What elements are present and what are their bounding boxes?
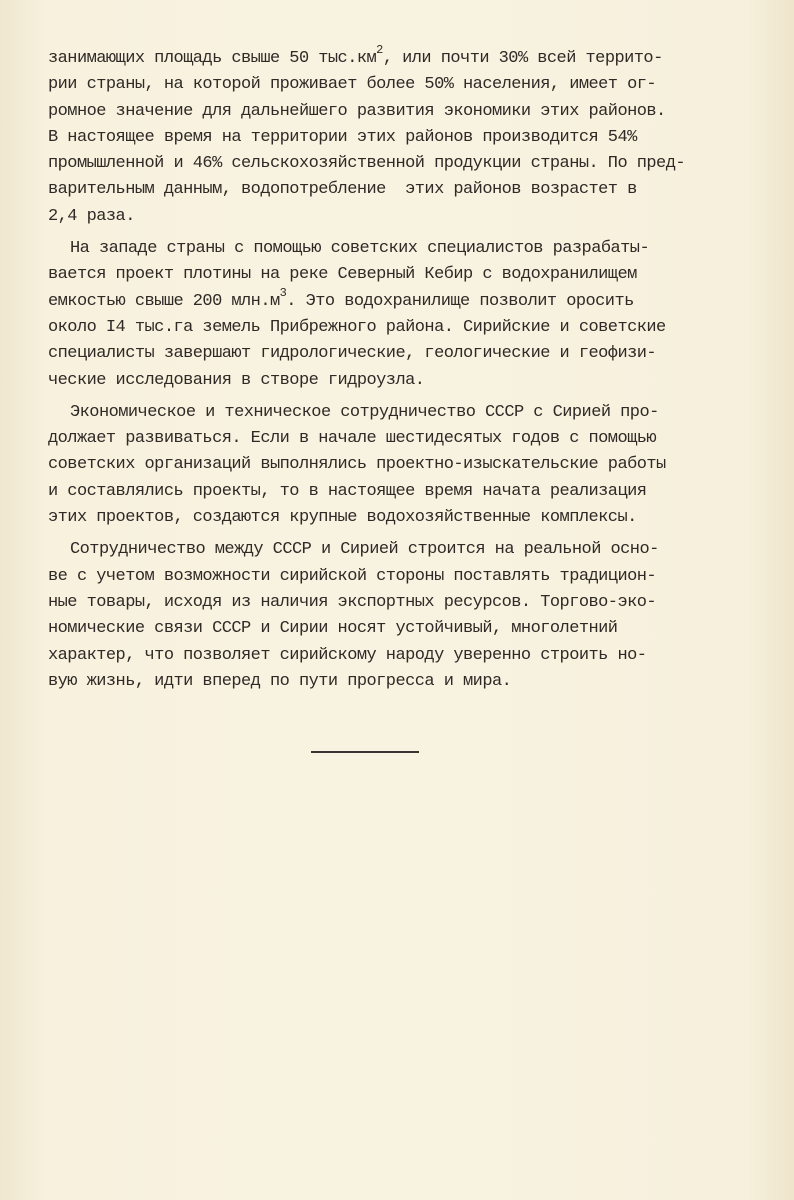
paragraph-line: Сотрудничество между СССР и Сирией строится на реальной осно- [70, 540, 659, 560]
paragraph-line: ромное значение для дальнейшего развития экономики этих районов. [48, 101, 666, 121]
paragraph-line: должает развиваться. Если в начале шестидесятых годов с помощью [48, 429, 657, 449]
paragraph-line: вую жизнь, идти вперед по пути прогресса и мира. [48, 671, 512, 691]
end-rule-divider [311, 751, 419, 753]
text-span: . Это водохранилище позволит оросить [286, 291, 634, 311]
paragraph-line: В настоящее время на территории этих районов производится 54% [48, 127, 637, 147]
paragraph-line: рии страны, на которой проживает более 50% населения, имеет ог- [48, 75, 657, 95]
text-span: , или почти 30% всей террито- [382, 49, 663, 68]
paragraph-line [48, 43, 748, 72]
paragraph-line: характер, что позволяет сирийскому народу уверенно строить но- [48, 645, 647, 665]
paragraph-line: специалисты завершают гидрологические, геологические и геофизи- [48, 344, 657, 364]
paragraph-line: 2,4 раза. [48, 206, 135, 226]
text-span: занимающих площадь свыше 50 тыс.км [48, 49, 377, 68]
text-span: емкостью свыше 200 млн.м [48, 291, 280, 311]
paragraph-line: номические связи СССР и Сирии носят устойчивый, многолетний [48, 619, 618, 639]
paragraph-line: ческие исследования в створе гидроузла. [48, 370, 425, 390]
superscript: 3 [279, 286, 287, 301]
paragraph-line: и составлялись проекты, то в настоящее время начата реализация [48, 481, 647, 501]
paragraph-line [48, 286, 748, 315]
paragraph-line: ные товары, исходя из наличия экспортных ресурсов. Торгово-эко- [48, 592, 657, 612]
paragraph-line: этих проектов, создаются крупные водохозяйственные комплексы. [48, 508, 637, 528]
paragraph-line: варительным данным, водопотребление этих районов возрастет в [48, 180, 637, 200]
paragraph-line: около I4 тыс.га земель Прибрежного района. Сирийские и советские [48, 317, 666, 337]
paragraph-line: ве с учетом возможности сирийской стороны поставлять традицион- [48, 566, 657, 586]
document-body [48, 43, 748, 695]
paragraph-line: вается проект плотины на реке Северный Кебир с водохранилищем [48, 265, 637, 285]
superscript: 2 [376, 43, 383, 58]
paragraph-line: На западе страны с помощью советских специалистов разрабаты- [70, 239, 650, 259]
paragraph-line: советских организаций выполнялись проектно-изыскательские работы [48, 455, 666, 475]
paragraph-line: Экономическое и техническое сотрудничество СССР с Сирией про- [70, 402, 659, 422]
paragraph-line: промышленной и 46% сельскохозяйственной продукции страны. По пред- [48, 154, 686, 174]
